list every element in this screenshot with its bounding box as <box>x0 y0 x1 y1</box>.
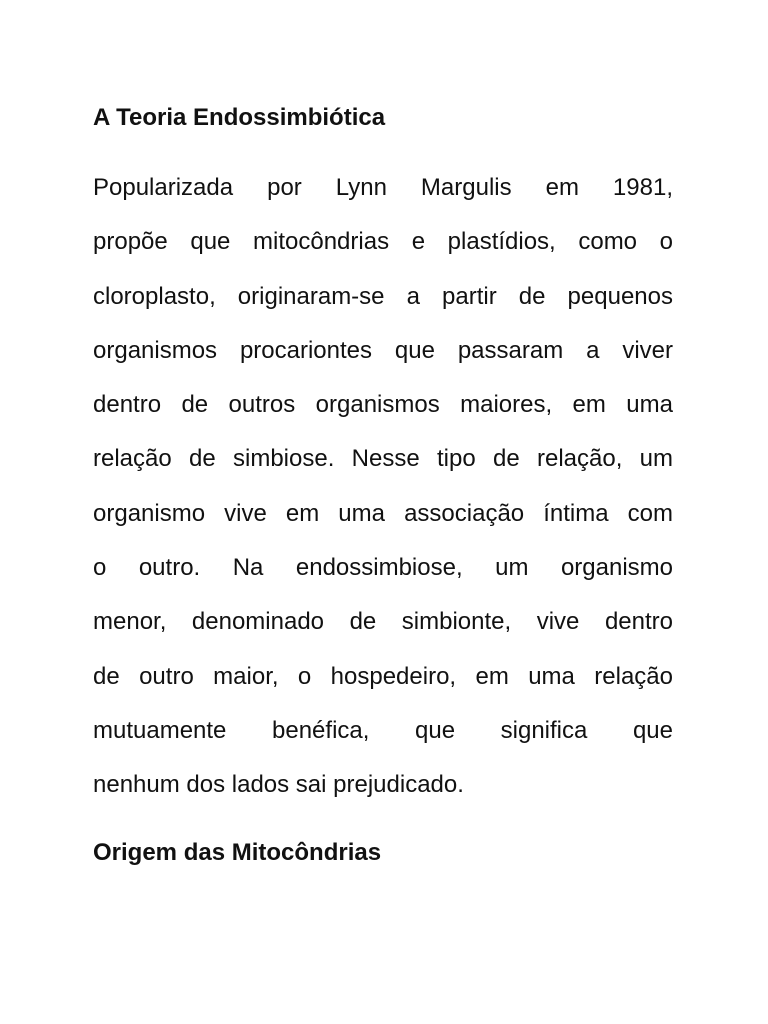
paragraph-line: cloroplasto, originaram-se a partir de pequenos <box>93 282 673 310</box>
body-paragraph <box>93 161 673 813</box>
paragraph-line: propõe que mitocôndrias e plastídios, como o <box>93 228 673 256</box>
paragraph-line: organismo vive em uma associação íntima com <box>93 499 673 527</box>
paragraph-line: menor, denominado de simbionte, vive dentro <box>93 608 673 636</box>
section-title-origem-mitocondrias: Origem das Mitocôndrias <box>93 839 382 866</box>
paragraph-line: relação de simbiose. Nesse tipo de relação, um <box>93 445 673 473</box>
paragraph-line: organismos procariontes que passaram a viver <box>93 336 673 364</box>
paragraph-line: de outro maior, o hospedeiro, em uma relação <box>93 662 673 690</box>
paragraph-line: nenhum dos lados sai prejudicado. <box>93 771 464 799</box>
paragraph-line: Popularizada por Lynn Margulis em 1981, <box>93 174 673 201</box>
paragraph-line: mutuamente benéfica, que significa que <box>93 716 673 744</box>
paragraph-line: dentro de outros organismos maiores, em uma <box>93 391 673 419</box>
section-title-teoria-endossimbiotica: A Teoria Endossimbiótica <box>93 104 386 131</box>
paragraph-line: o outro. Na endossimbiose, um organismo <box>93 554 673 582</box>
